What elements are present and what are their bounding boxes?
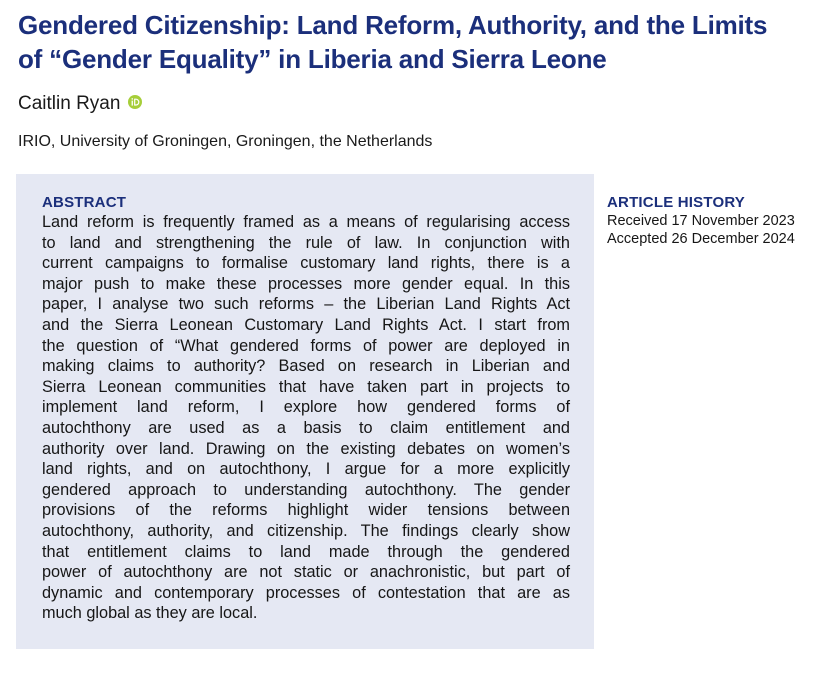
abstract-line: and the Sierra Leonean Customary Land Rights Act. I start from — [42, 315, 570, 334]
article-history-heading: ARTICLE HISTORY — [607, 194, 746, 211]
abstract-text — [42, 212, 570, 624]
abstract-line: land rights, and on autochthony, I argue for a more explicitly — [42, 460, 570, 479]
abstract-line: Sierra Leonean communities that have taken part in projects to — [42, 377, 570, 396]
accepted-date: Accepted 26 December 2024 — [607, 231, 795, 247]
abstract-line: dynamic and contemporary processes of contestation that are as — [42, 583, 570, 602]
abstract-line: implement land reform, I explore how gendered forms of — [42, 398, 570, 417]
abstract-heading: ABSTRACT — [42, 194, 127, 211]
abstract-line: Land reform is frequently framed as a means of regularising access — [42, 213, 570, 231]
abstract-line: making claims to authority? Based on research in Liberian and — [42, 357, 570, 376]
abstract-line: much global as they are local. — [42, 604, 258, 623]
abstract-line: autochthony, authority, and citizenship. The findings clearly show — [42, 521, 570, 540]
orcid-icon[interactable] — [128, 95, 142, 109]
abstract-line: to land and strengthening the rule of law. In conjunction with — [42, 233, 570, 252]
abstract-line: autochthony are used as a basis to claim entitlement and — [42, 418, 570, 437]
author-name: Caitlin Ryan — [18, 93, 121, 114]
author-affiliation: IRIO, University of Groningen, Groningen, the Netherlands — [18, 133, 433, 150]
abstract-line: power of autochthony are not static or anachronistic, but part of — [42, 563, 570, 582]
article-title-line-2: of “Gender Equality” in Liberia and Sierra Leone — [18, 44, 607, 74]
abstract-line: major push to make these processes more gender equal. In this — [42, 274, 570, 293]
abstract-box — [16, 174, 594, 649]
article-history — [607, 194, 822, 248]
article-title — [18, 8, 818, 76]
abstract-line: the question of “What gendered forms of power are deployed in — [42, 336, 570, 355]
abstract-line: current campaigns to formalise customary land rights, there is a — [42, 254, 570, 273]
abstract-line: gendered approach to understanding autochthony. The gender — [42, 480, 570, 499]
author-row — [18, 92, 142, 116]
article-title-line-1: Gendered Citizenship: Land Reform, Authority, and the Limits — [18, 10, 768, 40]
abstract-line: provisions of the reforms highlight wider tensions between — [42, 501, 570, 520]
received-date: Received 17 November 2023 — [607, 213, 795, 229]
abstract-line: authority over land. Drawing on the existing debates on women’s — [42, 439, 570, 458]
abstract-line: that entitlement claims to land made through the gendered — [42, 542, 570, 561]
abstract-line: paper, I analyse two such reforms – the Liberian Land Rights Act — [42, 295, 570, 314]
